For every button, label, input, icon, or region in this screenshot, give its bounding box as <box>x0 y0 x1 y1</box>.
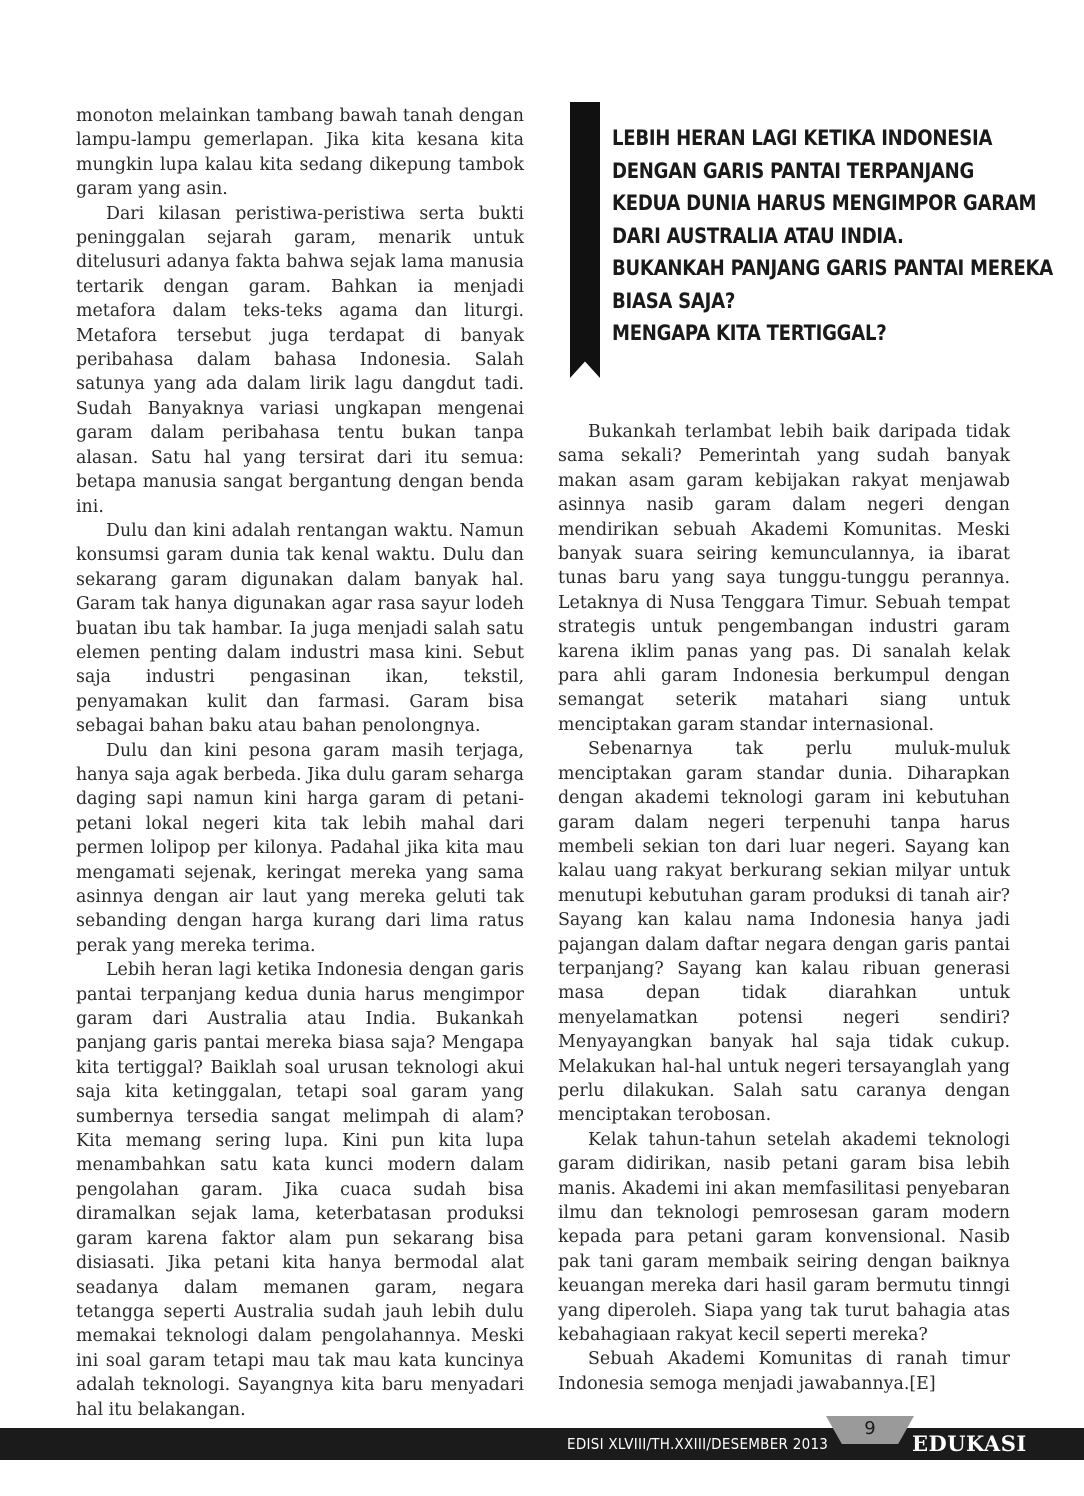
paragraph: Lebih heran lagi ketika Indonesia dengan garis pantai terpanjang kedua dunia harus mengimpor garam dari Australia atau India. Bukankah panjang garis pantai mereka biasa saja? Mengapa kita tertiggal? Baiklah soal urusan teknologi akui saja kita ketinggalan, tetapi soal garam yang sumbernya tersedia sangat melimpah di alam? Kita memang sering lupa. Kini pun kita lupa menambahkan satu kata kunci modern dalam pengolahan garam. Jika cuaca sudah bisa diramalkan sejak lama, keterbatasan produksi garam karena faktor alam pun sekarang bisa disiasati. Jika petani kita hanya bermodal alat seadanya dalam memanen garam, negara tetangga seperti Australia sudah jauh lebih dulu memakai teknologi dalam pengolahannya. Meski ini soal garam tetapi mau tak mau kata kuncinya adalah teknologi. Sayangnya kita baru menyadari hal itu belakangan. <box>76 960 524 1420</box>
pull-quote-line: MENGAPA KITA TERTIGGAL? <box>612 321 887 345</box>
page-number: 9 <box>864 1418 876 1439</box>
pull-quote-line: KEDUA DUNIA HARUS MENGIMPOR GARAM <box>612 191 1037 215</box>
left-column <box>76 104 524 1422</box>
pull-quote-text <box>612 122 1054 350</box>
magazine-name: EDUKASI <box>912 1431 1027 1456</box>
pull-quote-line: DENGAN GARIS PANTAI TERPANJANG <box>612 158 975 183</box>
right-column <box>558 420 1010 1396</box>
paragraph: Sebenarnya tak perlu muluk-muluk menciptakan garam standar dunia. Diharapkan dengan akademi teknologi garam ini kebutuhan garam dalam negeri terpenuhi tanpa harus membeli sekian ton dari luar negeri. Sayang kan kalau uang rakyat berkurang sekian milyar untuk menutupi kebutuhan garam produksi di tanah air? Sayang kan kalau nama Indonesia hanya jadi pajangan dalam daftar negara dengan garis pantai terpanjang? Sayang kan kalau ribuan generasi masa depan tidak diarahkan untuk menyelamatkan potensi negeri sendiri? Menyayangkan banyak hal saja tidak cukup. Melakukan hal-hal untuk negeri tersayanglah yang perlu dilakukan. Salah satu caranya dengan menciptakan terobosan. <box>558 739 1010 1126</box>
pull-quote-line: LEBIH HERAN LAGI KETIKA INDONESIA <box>612 126 993 150</box>
pull-quote-line: DARI AUSTRALIA ATAU INDIA. <box>612 223 904 248</box>
pull-quote-line: BUKANKAH PANJANG GARIS PANTAI MEREKA <box>612 256 1054 280</box>
pull-quote <box>570 102 1054 378</box>
paragraph: Kelak tahun-tahun setelah akademi teknologi garam didirikan, nasib petani garam bisa lebih manis. Akademi ini akan memfasilitasi penyebaran ilmu dan teknologi pemrosesan garam modern kepada para petani garam konvensional. Nasib pak tani garam membaik seiring dengan baiknya keuangan mereka dari hasil garam bermutu tinngi yang diperoleh. Siapa yang tak turut bahagia atas kebahagiaan rakyat kecil seperti mereka? <box>558 1129 1010 1346</box>
paragraph: monoton melainkan tambang bawah tanah dengan lampu-lampu gemerlapan. Jika kita kesana kita mungkin lupa kalau kita sedang dikepung tambok garam yang asin. <box>76 106 524 200</box>
paragraph: Dulu dan kini pesona garam masih terjaga, hanya saja agak berbeda. Jika dulu garam seharga daging sapi namun kini harga garam di petani-petani lokal negeri kita tak lebih mahal dari permen lolipop per kilonya. Padahal jika kita mau mengamati sejenak, keringat mereka yang sama asinnya dengan air laut yang mereka geluti tak sebanding dengan harga kurang dari lima ratus perak yang mereka terima. <box>76 740 524 956</box>
paragraph: Sebuah Akademi Komunitas di ranah timur Indonesia semoga menjadi jawabannya.[E] <box>558 1349 1010 1394</box>
paragraph: Dulu dan kini adalah rentangan waktu. Namun konsumsi garam dunia tak kenal waktu. Dulu dan sekarang garam digunakan dalam banyak hal. Garam tak hanya digunakan agar rasa sayur lodeh buatan ibu tak hambar. Ia juga menjadi salah satu elemen penting dalam industri masa kini. Sebut saja industri pengasinan ikan, tekstil, penyamakan kulit dan farmasi. Garam bisa sebagai bahan baku atau bahan penolongnya. <box>76 520 524 737</box>
paragraph: Dari kilasan peristiwa-peristiwa serta bukti peninggalan sejarah garam, menarik untuk ditelusuri adanya fakta bahwa sejak lama manusia tertarik dengan garam. Bahkan ia menjadi metafora dalam teks-teks agama dan liturgi. Metafora tersebut juga terdapat di banyak peribahasa dalam bahasa Indonesia. Salah satunya yang ada dalam lirik lagu dangdut tadi. Sudah Banyaknya variasi ungkapan mengenai garam dalam peribahasa tentu bukan tanpa alasan. Satu hal yang tersirat dari itu semua: betapa manusia sangat bergantung dengan benda ini. <box>76 203 524 517</box>
edition-label: EDISI XLVIII/TH.XXIII/DESEMBER 2013 <box>566 1435 828 1453</box>
paragraph: Bukankah terlambat lebih baik daripada tidak sama sekali? Pemerintah yang sudah banyak makan asam garam kebijakan rakyat menjawab asinnya nasib garam dalam negeri dengan mendirikan sebuah Akademi Komunitas. Meski banyak suara seiring kemunculannya, ia ibarat tunas baru yang saya tunggu-tunggu perannya. Letaknya di Nusa Tenggara Timur. Sebuah tempat strategis untuk pengembangan industri garam karena iklim panas yang pas. Di sanalah kelak para ahli garam Indonesia berkumpul dengan semangat seterik matahari siang untuk menciptakan garam standar internasional. <box>558 422 1010 735</box>
pull-quote-line: BIASA SAJA? <box>612 288 736 313</box>
quote-bookmark-bar <box>570 102 600 378</box>
